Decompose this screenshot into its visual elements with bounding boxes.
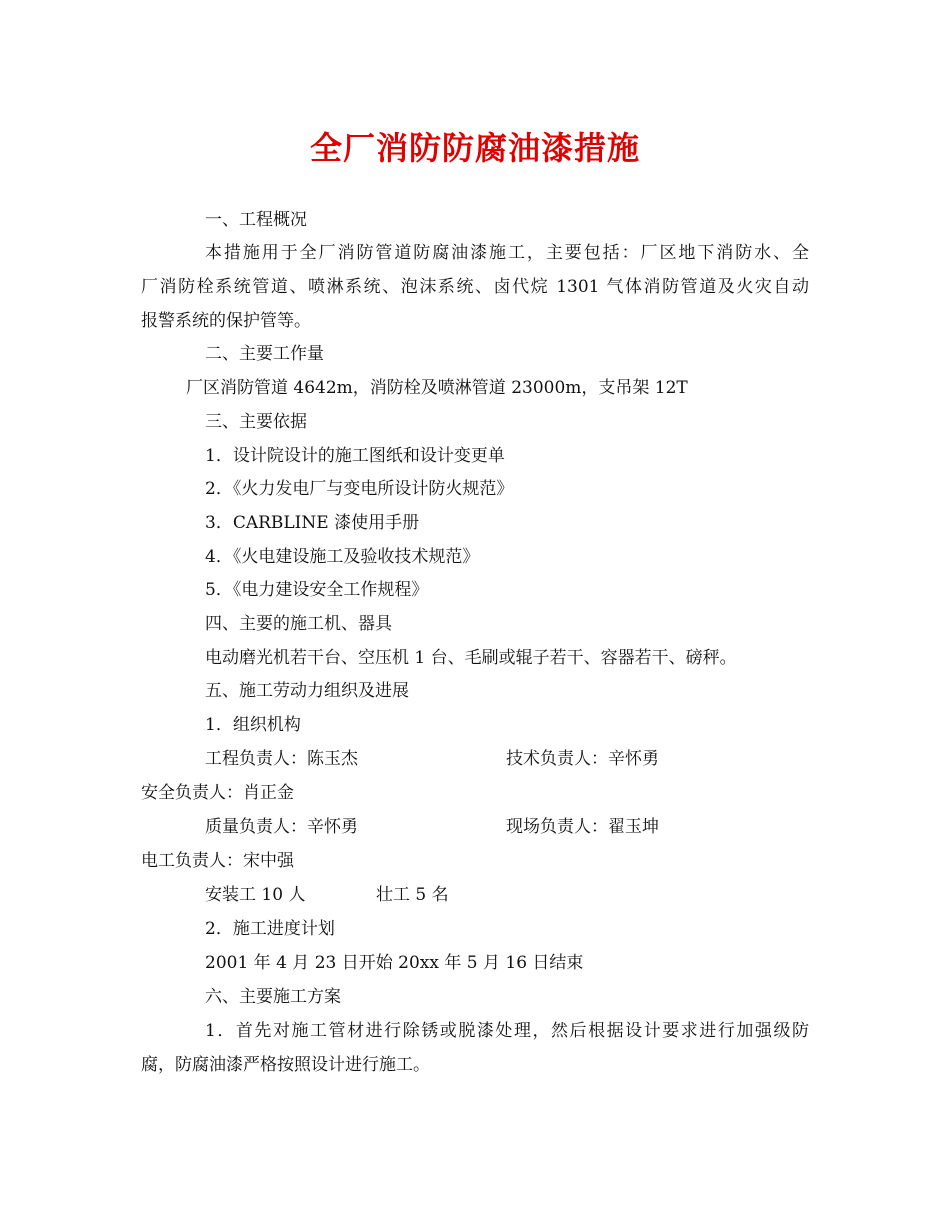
org-entry: 技术负责人：辛怀勇: [506, 749, 659, 769]
org-entry: 工程负责人：陈玉杰: [205, 749, 358, 769]
section-heading-overview: 一、工程概况: [205, 210, 307, 230]
paragraph-line: 本措施用于全厂消防管道防腐油漆施工，主要包括：厂区地下消防水、全: [205, 243, 809, 263]
section-heading-workload: 二、主要工作量: [205, 344, 324, 364]
list-item: 1．设计院设计的施工图纸和设计变更单: [205, 446, 505, 466]
paragraph-line: 报警系统的保护管等。: [141, 311, 311, 331]
list-item: 2．《火力发电厂与变电所设计防火规范》: [205, 479, 514, 499]
worker-count: 安装工 10 人: [205, 885, 306, 905]
subheading: 2．施工进度计划: [205, 919, 335, 939]
paragraph-line: 电动磨光机若干台、空压机 1 台、毛刷或辊子若干、容器若干、磅秤。: [205, 648, 737, 668]
paragraph-line: 厂消防栓系统管道、喷淋系统、泡沫系统、卤代烷 1301 气体消防管道及火灾自动: [141, 277, 809, 297]
subheading: 1．组织机构: [205, 715, 301, 735]
section-heading-basis: 三、主要依据: [205, 412, 307, 432]
section-heading-labor: 五、施工劳动力组织及进展: [205, 681, 409, 701]
list-item: 5．《电力建设安全工作规程》: [205, 580, 429, 600]
paragraph-line: 1．首先对施工管材进行除锈或脱漆处理，然后根据设计要求进行加强级防: [205, 1021, 809, 1041]
document-title: 全厂消防防腐油漆措施: [309, 129, 640, 167]
list-item: 4．《火电建设施工及验收技术规范》: [205, 547, 480, 567]
list-item: 3．CARBLINE 漆使用手册: [205, 513, 420, 533]
org-entry: 现场负责人：翟玉坤: [506, 817, 659, 837]
paragraph-line: 厂区消防管道 4642m，消防栓及喷淋管道 23000m，支吊架 12T: [186, 378, 688, 398]
org-entry: 安全负责人：肖正金: [141, 783, 294, 803]
paragraph-line: 2001 年 4 月 23 日开始 20xx 年 5 月 16 日结束: [205, 953, 584, 973]
org-entry: 质量负责人：辛怀勇: [205, 817, 358, 837]
org-entry: 电工负责人：宋中强: [141, 851, 294, 871]
worker-count: 壮工 5 名: [376, 885, 449, 905]
section-heading-equipment: 四、主要的施工机、器具: [205, 614, 392, 634]
section-heading-plan: 六、主要施工方案: [205, 987, 341, 1007]
paragraph-line: 腐，防腐油漆严格按照设计进行施工。: [141, 1055, 430, 1075]
